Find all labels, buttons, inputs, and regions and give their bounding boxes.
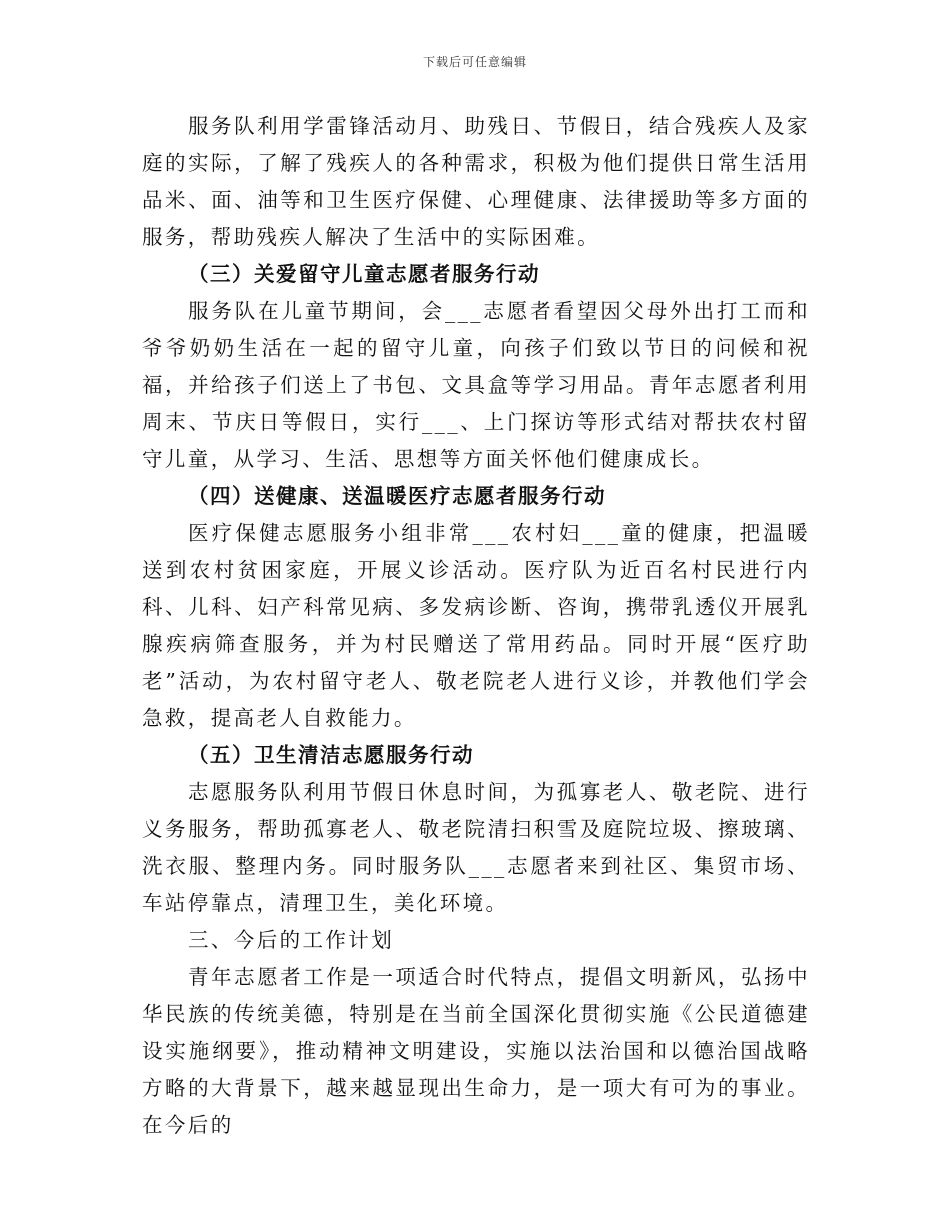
paragraph-disabled-services: 服务队利用学雷锋活动月、助残日、节假日，结合残疾人及家庭的实际，了解了残疾人的各种需求，积极为他们提供日常生活用品米、面、油等和卫生医疗保健、心理健康、法律援助等多方面的服务，帮助残疾人解决了生活中的实际困难。 [142,114,810,249]
page-header: 下载后可任意编辑 [422,55,527,69]
paragraph-medical-volunteers: 医疗保健志愿服务小组非常___农村妇___童的健康，把温暖送到农村贫困家庭，开展义诊活动。医疗队为近百名村民进行内科、儿科、妇产科常见病、多发病诊断、咨询，携带乳透仪开展乳腺疾病筛查服务，并为村民赠送了常用药品。同时开展“医疗助老”活动，为农村留守老人、敬老院老人进行义诊，并教他们学会急救，提高老人自救能力。 [142,521,810,730]
section-heading-left-behind-children: （三）关爱留守儿童志愿者服务行动 [188,262,540,286]
document-body [142,108,810,1144]
section-heading-future-plan: 三、今后的工作计划 [188,928,395,952]
paragraph-sanitation: 志愿服务队利用节假日休息时间，为孤寡老人、敬老院、进行义务服务，帮助孤寡老人、敬老院清扫积雪及庭院垃圾、擦玻璃、洗衣服、整理内务。同时服务队___志愿者来到社区、集贸市场、车站停靠点，清理卫生，美化环境。 [142,780,810,915]
section-heading-sanitation: （五）卫生清洁志愿服务行动 [188,743,474,767]
paragraph-future-plan: 青年志愿者工作是一项适合时代特点，提倡文明新风，弘扬中华民族的传统美德，特别是在当前全国深化贯彻实施《公民道德建设实施纲要》，推动精神文明建设，实施以法治国和以德治国战略方略的大背景下，越来越显现出生命力，是一项大有可为的事业。在今后的 [142,965,810,1137]
section-heading-medical-volunteers: （四）送健康、送温暖医疗志愿者服务行动 [188,484,606,508]
paragraph-left-behind-children: 服务队在儿童节期间，会___志愿者看望因父母外出打工而和爷爷奶奶生活在一起的留守儿童，向孩子们致以节日的问候和祝福，并给孩子们送上了书包、文具盒等学习用品。青年志愿者利用周末、节庆日等假日，实行___、上门探访等形式结对帮扶农村留守儿童，从学习、生活、思想等方面关怀他们健康成长。 [142,299,810,471]
